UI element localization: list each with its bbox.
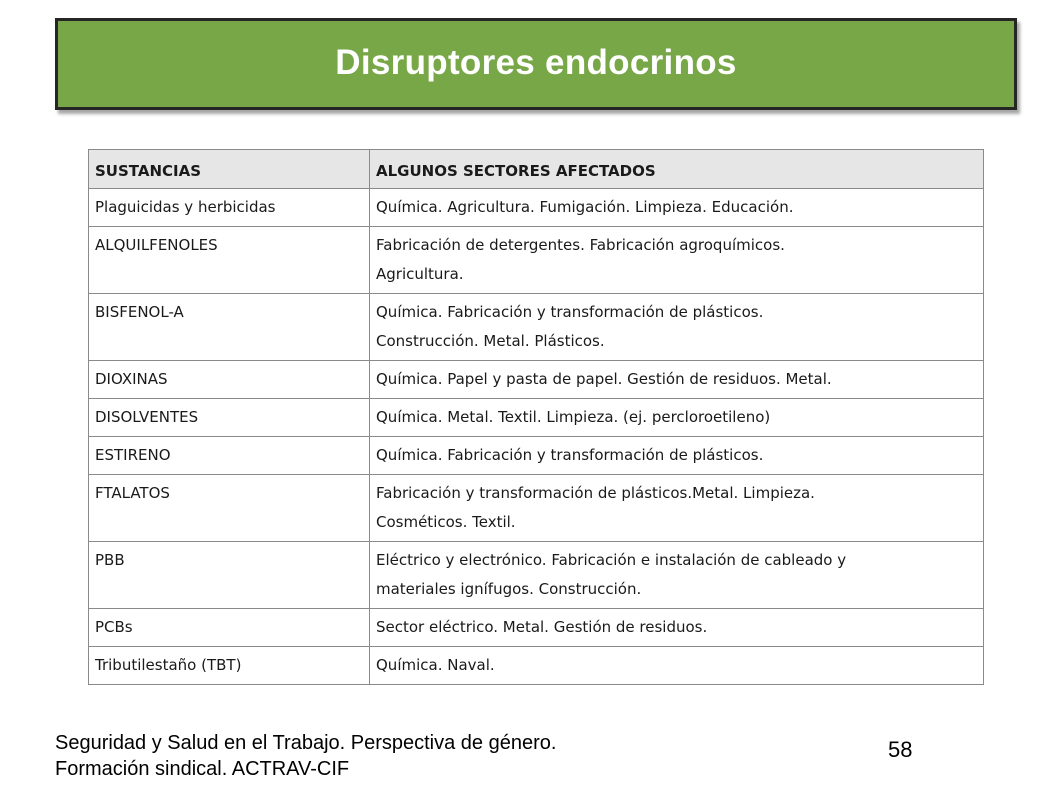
sectors-cell	[370, 475, 984, 542]
sectors-line: Construcción. Metal. Plásticos.	[376, 332, 605, 350]
sectors-line: Fabricación de detergentes. Fabricación agroquímicos.	[376, 236, 785, 254]
slide-title: Disruptores endocrinos	[335, 43, 737, 82]
substance-cell: ESTIRENO	[89, 437, 370, 475]
table-row	[89, 189, 984, 227]
footer-line-2: Formación sindical. ACTRAV-CIF	[55, 758, 350, 780]
sectors-cell	[370, 227, 984, 294]
table-row	[89, 227, 984, 294]
sectors-line: Química. Agricultura. Fumigación. Limpieza. Educación.	[376, 198, 794, 216]
footer-line-1: Seguridad y Salud en el Trabajo. Perspectiva de género.	[55, 732, 557, 754]
slide-title-bar	[55, 18, 1017, 110]
substance-cell: Tributilestaño (TBT)	[89, 647, 370, 685]
sectors-cell	[370, 647, 984, 685]
table-row	[89, 475, 984, 542]
sectors-cell	[370, 542, 984, 609]
sectors-cell	[370, 361, 984, 399]
sectors-line: Eléctrico y electrónico. Fabricación e instalación de cableado y	[376, 551, 847, 569]
header-sectors: ALGUNOS SECTORES AFECTADOS	[370, 150, 984, 189]
substances-table	[88, 149, 984, 685]
sectors-line: Química. Naval.	[376, 656, 495, 674]
table-header-row	[89, 150, 984, 189]
table-row	[89, 437, 984, 475]
table-row	[89, 399, 984, 437]
table-body	[89, 189, 984, 685]
substance-cell: ALQUILFENOLES	[89, 227, 370, 294]
substance-cell: PBB	[89, 542, 370, 609]
substance-cell: FTALATOS	[89, 475, 370, 542]
sectors-line: Química. Fabricación y transformación de plásticos.	[376, 303, 764, 321]
sectors-cell	[370, 399, 984, 437]
sectors-line: Sector eléctrico. Metal. Gestión de residuos.	[376, 618, 708, 636]
sectors-cell	[370, 294, 984, 361]
sectors-line: Cosméticos. Textil.	[376, 513, 516, 531]
substance-cell: PCBs	[89, 609, 370, 647]
page-number: 58	[888, 737, 913, 762]
sectors-line: Química. Metal. Textil. Limpieza. (ej. percloroetileno)	[376, 408, 771, 426]
substance-cell: DIOXINAS	[89, 361, 370, 399]
table-row	[89, 361, 984, 399]
substance-cell: BISFENOL-A	[89, 294, 370, 361]
sectors-line: Química. Papel y pasta de papel. Gestión de residuos. Metal.	[376, 370, 832, 388]
sectors-cell	[370, 437, 984, 475]
table-row	[89, 609, 984, 647]
table-row	[89, 647, 984, 685]
sectors-line: materiales ignífugos. Construcción.	[376, 580, 642, 598]
sectors-line: Agricultura.	[376, 265, 464, 283]
footer-source	[55, 730, 556, 782]
sectors-cell	[370, 189, 984, 227]
table-row	[89, 542, 984, 609]
sectors-line: Fabricación y transformación de plásticos.Metal. Limpieza.	[376, 484, 815, 502]
sectors-line: Química. Fabricación y transformación de plásticos.	[376, 446, 764, 464]
substances-table-container	[88, 149, 984, 685]
sectors-cell	[370, 609, 984, 647]
substance-cell: DISOLVENTES	[89, 399, 370, 437]
header-substances: SUSTANCIAS	[89, 150, 370, 189]
table-row	[89, 294, 984, 361]
substance-cell: Plaguicidas y herbicidas	[89, 189, 370, 227]
